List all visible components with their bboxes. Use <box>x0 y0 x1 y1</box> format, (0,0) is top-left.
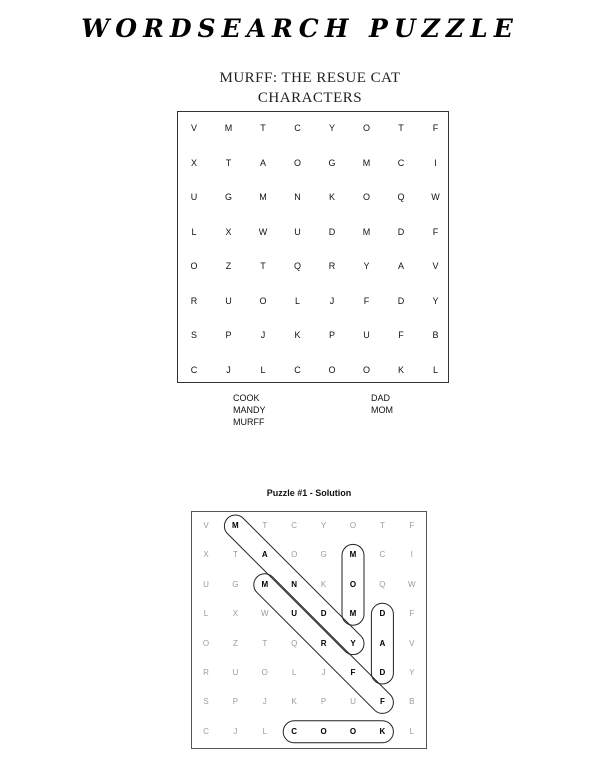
word-item: COOK <box>233 393 260 403</box>
grid-letter: Y <box>328 123 335 133</box>
solution-letter: Y <box>350 638 356 648</box>
grid-letter: W <box>431 192 440 202</box>
grid-letter: A <box>397 261 404 271</box>
solution-letter: P <box>320 697 327 707</box>
grid-letter: F <box>432 226 439 237</box>
solution-letter: M <box>349 550 357 560</box>
grid-letter: O <box>362 364 370 375</box>
solution-letter: P <box>232 697 239 707</box>
grid-letter: O <box>362 192 370 202</box>
solution-letter: O <box>291 550 298 560</box>
solution-title: Puzzle #1 - Solution <box>266 488 352 498</box>
word-item: MANDY <box>233 405 266 415</box>
grid-letter: M <box>362 226 371 237</box>
grid-letter: J <box>260 330 266 340</box>
grid-letter: F <box>432 123 439 133</box>
grid-letter: C <box>294 123 301 133</box>
grid-letter: L <box>432 364 438 375</box>
solution-letter: O <box>320 726 327 736</box>
solution-letter: U <box>203 579 209 589</box>
word-list-left <box>233 392 266 428</box>
solution-letter: V <box>203 521 209 530</box>
solution-letter: T <box>262 521 268 530</box>
solution-letter: M <box>261 579 269 589</box>
solution-letter: W <box>261 609 269 619</box>
solution-letter: Y <box>320 521 327 530</box>
solution-letter: L <box>291 668 297 677</box>
grid-letter: O <box>293 157 301 168</box>
grid-letter: V <box>432 261 439 271</box>
solution-letter: Y <box>409 668 415 677</box>
grid-letter: C <box>294 364 301 375</box>
grid-letter: U <box>363 330 370 340</box>
grid-letter: C <box>190 364 198 375</box>
grid-letter: A <box>259 157 266 168</box>
solution-letter: L <box>262 726 268 736</box>
word-item: MOM <box>371 405 393 415</box>
grid-letter: D <box>328 226 336 237</box>
grid-letter: K <box>328 192 335 202</box>
solution-letter: F <box>409 609 415 619</box>
grid-letter: N <box>294 192 301 202</box>
solution-letter: U <box>350 697 356 707</box>
solution-letter: L <box>203 609 209 619</box>
solution-letter: X <box>203 550 209 560</box>
grid-letter: L <box>294 295 300 306</box>
solution-letter: D <box>379 668 386 677</box>
grid-letter: F <box>398 330 404 340</box>
puzzle-subtitle-line2: CHARACTERS <box>257 90 363 106</box>
grid-letter: Q <box>293 261 301 271</box>
grid-letter: V <box>190 123 197 133</box>
solution-letter: J <box>233 726 238 736</box>
grid-letter: U <box>294 226 301 237</box>
grid-letter: G <box>328 157 336 168</box>
grid-letter: F <box>363 295 370 306</box>
solution-letter: A <box>379 638 386 648</box>
solution-letter: R <box>203 668 209 677</box>
grid-letter: Y <box>363 261 370 271</box>
grid-letter: R <box>190 295 198 306</box>
solution-letter: F <box>379 697 385 707</box>
solution-letter: M <box>232 521 239 530</box>
word-item: DAD <box>371 393 391 403</box>
solution-letter: U <box>232 668 239 677</box>
grid-letter: Y <box>432 295 439 306</box>
word-list-right <box>371 392 393 416</box>
grid-letter: D <box>397 295 405 306</box>
solution-letter: M <box>349 609 357 619</box>
solution-letter: O <box>261 668 268 677</box>
solution-letter: Q <box>291 638 298 648</box>
solution-letter: O <box>349 579 357 589</box>
solution-letter: J <box>262 697 267 707</box>
grid-letter: M <box>362 157 371 168</box>
solution-letter: X <box>232 609 239 619</box>
solution-letter: K <box>320 579 327 589</box>
grid-letter: X <box>225 226 232 237</box>
page-title: WORDSEARCH PUZZLE <box>81 14 519 43</box>
grid-letter: O <box>259 295 267 306</box>
grid-letter: Z <box>225 261 232 271</box>
grid-letter: K <box>294 330 301 340</box>
word-item: MURFF <box>233 417 265 427</box>
solution-letter: T <box>379 521 385 530</box>
grid-letter: T <box>260 261 266 271</box>
grid-letter: U <box>225 295 232 306</box>
solution-grid <box>191 511 427 749</box>
solution-letter: K <box>379 726 386 736</box>
grid-letter: O <box>328 364 336 375</box>
solution-letter: C <box>291 521 298 530</box>
grid-letter: M <box>224 123 233 133</box>
grid-letter: O <box>362 123 370 133</box>
solution-letter: G <box>232 579 239 589</box>
solution-letter: S <box>203 697 209 707</box>
solution-letter: N <box>291 579 298 589</box>
solution-letter: G <box>320 550 327 560</box>
grid-letter: J <box>329 295 335 306</box>
solution-letter: A <box>261 550 268 560</box>
grid-letter: T <box>225 157 232 168</box>
solution-letter: I <box>410 550 413 560</box>
puzzle-grid <box>177 111 449 383</box>
grid-letter: T <box>260 123 266 133</box>
solution-letter: T <box>262 638 268 648</box>
grid-letter: W <box>258 226 268 237</box>
solution-letter: C <box>291 726 298 736</box>
grid-letter: U <box>190 192 198 202</box>
solution-letter: O <box>349 521 357 530</box>
grid-letter: T <box>398 123 404 133</box>
solution-letter: U <box>291 609 298 619</box>
solution-letter: V <box>409 638 415 648</box>
solution-letter: B <box>409 697 415 707</box>
solution-letter: D <box>320 609 327 619</box>
solution-letter: F <box>409 521 415 530</box>
solution-letter: R <box>320 638 327 648</box>
grid-letter: B <box>432 330 439 340</box>
solution-letter: O <box>349 726 357 736</box>
grid-letter: R <box>328 261 336 271</box>
grid-letter: O <box>190 261 198 271</box>
grid-letter: P <box>328 330 335 340</box>
grid-letter: G <box>224 192 232 202</box>
solution-letter: O <box>202 638 210 648</box>
grid-letter: L <box>191 226 197 237</box>
grid-letter: C <box>397 157 405 168</box>
solution-letter: K <box>291 697 297 707</box>
puzzle-subtitle-line1: MURFF: THE RESUE CAT <box>219 70 401 86</box>
grid-letter: X <box>190 157 197 168</box>
solution-letter: Z <box>232 638 238 648</box>
grid-letter: K <box>397 364 404 375</box>
grid-letter: P <box>225 330 232 340</box>
solution-letter: J <box>321 668 326 677</box>
solution-letter: C <box>379 550 386 560</box>
grid-letter: L <box>260 364 266 375</box>
grid-letter: I <box>434 157 437 168</box>
grid-letter: S <box>190 330 197 340</box>
grid-letter: Q <box>397 192 405 202</box>
grid-letter: J <box>226 364 231 375</box>
solution-letter: F <box>350 668 356 677</box>
grid-letter: D <box>397 226 405 237</box>
solution-letter: W <box>408 579 416 589</box>
solution-letter: L <box>409 726 415 736</box>
solution-letter: C <box>203 726 209 736</box>
grid-letter: M <box>259 192 267 202</box>
solution-letter: T <box>232 550 238 560</box>
solution-letter: D <box>379 609 386 619</box>
solution-letter: Q <box>379 579 386 589</box>
